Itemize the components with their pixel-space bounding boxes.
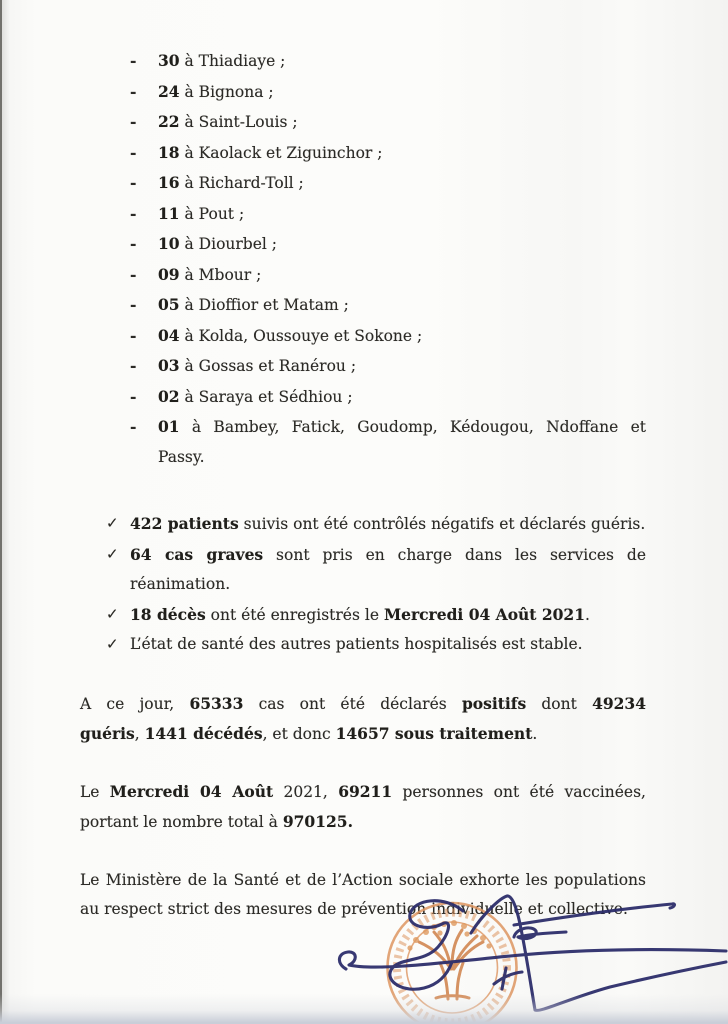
dash-bullet: -	[130, 264, 137, 284]
checkmark-icon: ✓	[106, 604, 119, 623]
check-item	[107, 630, 646, 660]
case-count: 09	[158, 264, 180, 284]
check-item	[107, 540, 646, 600]
case-location: à Bignona ;	[184, 82, 274, 101]
paragraph-line: guéris, 1441 décédés, et donc 14657 sous traitement.	[80, 724, 538, 743]
list-item	[130, 229, 646, 260]
case-count: 22	[158, 112, 180, 131]
case-location: à Richard-Toll ;	[184, 174, 304, 192]
case-count: 10	[158, 234, 180, 253]
paragraph-vaccination	[80, 777, 646, 838]
stat-line: réanimation.	[130, 575, 231, 593]
dash-bullet: -	[130, 234, 137, 253]
dash-bullet: -	[130, 203, 137, 223]
case-location-line: Passy.	[158, 447, 205, 466]
stat-line: 422 patients suivis ont été contrôlés négatifs et déclarés guéris.	[130, 514, 646, 533]
paragraph-line: Le Ministère de la Santé et de l’Action sociale exhorte les populations	[80, 870, 646, 889]
dash-bullet: -	[130, 417, 137, 436]
list-item	[130, 46, 646, 77]
list-item	[130, 260, 646, 291]
checkmark-icon: ✓	[106, 635, 119, 653]
paragraph-line: Le Mercredi 04 Août 2021, 69211 personnes ont été vaccinées,	[80, 781, 646, 801]
case-location: à Dioffior et Matam ;	[184, 296, 349, 314]
list-item	[130, 290, 646, 321]
case-location: à Mbour ;	[184, 265, 262, 284]
case-location: à Gossas et Ranérou ;	[184, 357, 357, 375]
paragraph-line: au respect strict des mesures de prévention individuelle et collective.	[80, 900, 628, 918]
dash-bullet: -	[130, 142, 137, 162]
case-count: 05	[158, 295, 180, 314]
stat-line: L’état de santé des autres patients hospitalisés est stable.	[130, 635, 583, 653]
case-location: à Thiadiaye ;	[184, 52, 286, 70]
checkmark-icon: ✓	[106, 514, 119, 532]
paragraph-line: A ce jour, 65333 cas ont été déclarés positifs dont 49234	[80, 693, 646, 713]
dash-bullet: -	[130, 295, 137, 314]
dash-bullet: -	[130, 112, 137, 131]
dash-bullet: -	[130, 325, 137, 345]
check-item	[107, 600, 646, 631]
case-location: à Diourbel ;	[184, 235, 277, 253]
case-count: 04	[158, 325, 180, 345]
case-location: à Saraya et Sédhiou ;	[184, 387, 353, 406]
dash-bullet: -	[130, 51, 137, 70]
list-item	[130, 168, 646, 199]
list-item	[130, 77, 646, 108]
case-count: 02	[158, 386, 180, 406]
list-item	[130, 321, 646, 352]
list-item	[130, 382, 646, 413]
list-item	[130, 199, 646, 230]
dash-bullet: -	[130, 356, 137, 375]
signature	[339, 896, 726, 1010]
dash-bullet: -	[130, 81, 137, 101]
dash-bullet: -	[130, 173, 137, 192]
paragraph-line: portant le nombre total à 970125.	[80, 812, 353, 831]
case-count: 03	[158, 356, 180, 375]
case-location: à Saint-Louis ;	[184, 113, 298, 131]
stat-line: 18 décès ont été enregistrés le Mercredi 04 Août 2021.	[130, 604, 590, 624]
case-location: à Kaolack et Ziguinchor ;	[184, 143, 383, 162]
case-count: 16	[158, 173, 180, 192]
scan-edge-shadow	[2, 0, 10, 1024]
list-item	[130, 107, 646, 138]
case-count: 11	[158, 203, 180, 223]
list-item	[130, 351, 646, 382]
list-item	[130, 412, 646, 472]
case-location: à Pout ;	[184, 204, 245, 223]
stat-line: 64 cas graves sont pris en charge dans les services de	[130, 544, 646, 564]
document-content	[80, 46, 646, 925]
list-item	[130, 138, 646, 169]
case-count: 01	[158, 417, 180, 436]
case-count: 24	[158, 81, 180, 101]
dash-bullet: -	[130, 386, 137, 406]
check-item	[107, 509, 646, 540]
daily-highlights-list	[107, 509, 646, 660]
case-count: 30	[158, 51, 180, 70]
cases-by-city-list	[130, 46, 646, 472]
case-location: à Bambey, Fatick, Goudomp, Kédougou, Ndoffane et	[191, 418, 646, 436]
case-location-line	[158, 412, 646, 443]
checkmark-icon: ✓	[106, 544, 119, 563]
signature-and-seal	[330, 885, 728, 1024]
case-location: à Kolda, Oussouye et Sokone ;	[184, 326, 423, 345]
paragraph-totals	[80, 689, 646, 750]
case-count: 18	[158, 142, 180, 162]
